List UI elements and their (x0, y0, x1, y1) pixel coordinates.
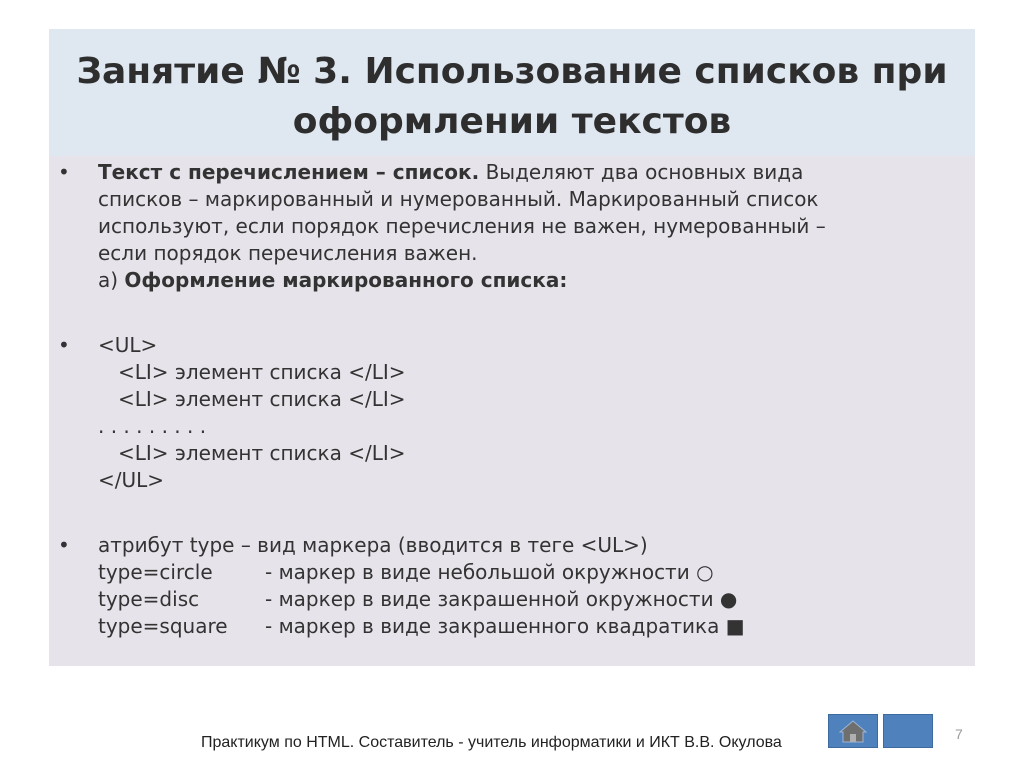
type-row-square (98, 613, 745, 640)
bullet-1-sub-prefix: а) (98, 268, 125, 292)
code-line-6: </UL> (98, 468, 165, 492)
bullet-1-line-2: используют, если порядок перечисления не важен, нумерованный – (98, 214, 826, 238)
bullet-marker-1: • (58, 160, 70, 184)
code-line-4: . . . . . . . . . (98, 414, 207, 438)
bullet-1-lead-bold: Текст с перечислением – список. (98, 160, 480, 184)
home-icon (829, 715, 877, 747)
type-name: type=circle (98, 560, 213, 584)
bullet-marker-3: • (58, 533, 70, 557)
title-line-1: Занятие № 3. Использование списков при (76, 51, 948, 92)
bullet-1-line-1: списков – маркированный и нумерованный. Маркированный список (98, 187, 819, 211)
page-number: 7 (955, 726, 963, 742)
arrow-right-icon (884, 715, 932, 747)
title-band (49, 29, 975, 156)
type-row-disc (98, 586, 745, 613)
type-name: type=square (98, 614, 228, 638)
type-desc: - маркер в виде небольшой окружности ○ (265, 560, 714, 584)
code-line-2: <LI> элемент списка </LI> (118, 360, 406, 384)
slide-content-panel (49, 29, 975, 666)
home-button[interactable] (828, 714, 878, 748)
footer-credit: Практикум по HTML. Составитель - учитель информатики и ИКТ В.В. Окулова (201, 734, 782, 751)
next-slide-button[interactable] (883, 714, 933, 748)
title-line-2: оформлении текстов (292, 101, 732, 142)
type-row-circle (98, 559, 745, 586)
type-desc: - маркер в виде закрашенного квадратика ■ (265, 614, 745, 638)
slide-title (49, 47, 975, 147)
bullet-marker-2: • (58, 333, 70, 357)
bullet-1-line-3: если порядок перечисления важен. (98, 241, 478, 265)
code-line-1: <UL> (98, 333, 158, 357)
bullet-3-text (98, 532, 745, 640)
bullet-1-sub-heading: Оформление маркированного списка: (124, 268, 568, 292)
type-intro: атрибут type – вид маркера (вводится в теге <UL>) (98, 533, 648, 557)
bullet-2-code (98, 332, 406, 494)
code-line-3: <LI> элемент списка </LI> (118, 387, 406, 411)
type-name: type=disc (98, 587, 200, 611)
bullet-1-text (98, 159, 826, 294)
bullet-1-lead-rest: Выделяют два основных вида (479, 160, 804, 184)
type-desc: - маркер в виде закрашенной окружности ● (265, 587, 738, 611)
code-line-5: <LI> элемент списка </LI> (118, 441, 406, 465)
